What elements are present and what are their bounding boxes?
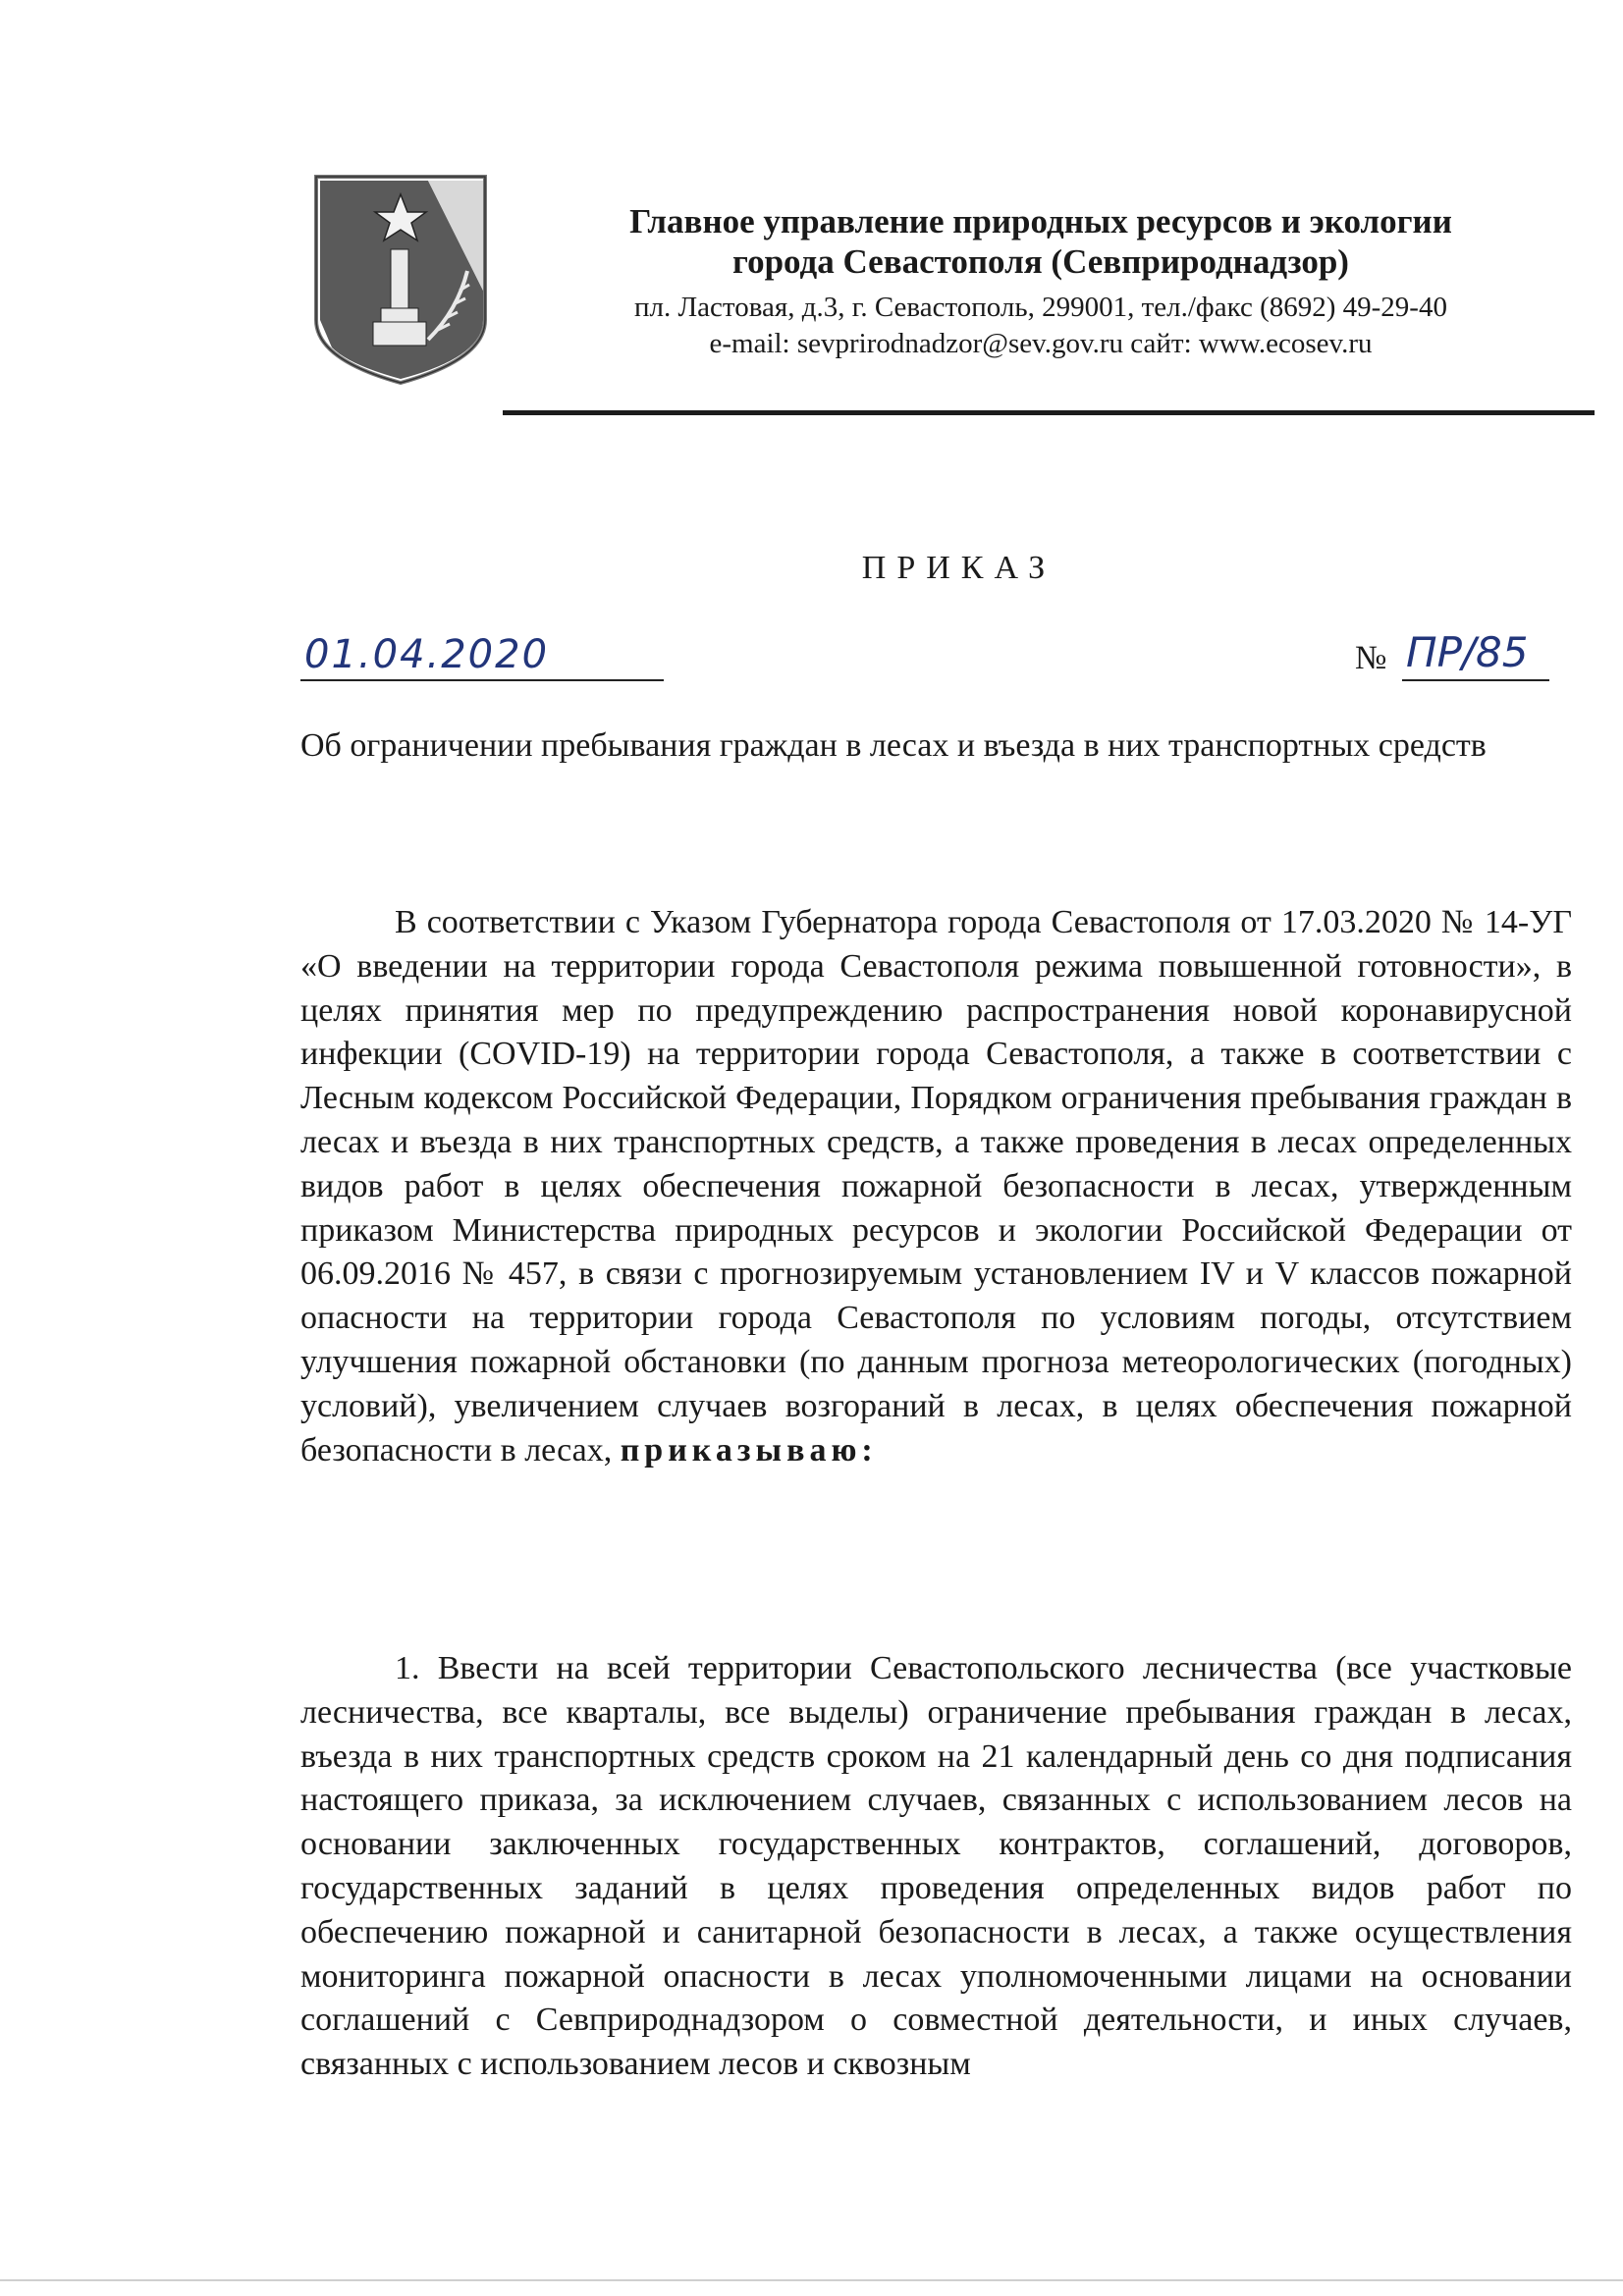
preamble-paragraph — [300, 901, 1572, 1472]
date-handwritten: 01.04.2020 — [304, 632, 550, 677]
order-word: приказываю: — [620, 1431, 878, 1468]
org-address: пл. Ластовая, д.3, г. Севастополь, 299001, тел./факс (8692) 49-29-40 — [634, 292, 1447, 323]
scan-edge-line — [0, 2279, 1623, 2281]
number-underline — [1402, 679, 1549, 681]
org-name-line2: города Севастополя (Севприроднадзор) — [732, 242, 1349, 281]
org-name-line1: Главное управление природных ресурсов и экологии — [629, 202, 1452, 240]
document-subject: Об ограничении пребывания граждан в лесах и въезда в них транспортных средств — [300, 727, 1487, 764]
org-contacts: e-mail: sevprirodnadzor@sev.gov.ru сайт: www.ecosev.ru — [709, 328, 1373, 359]
order-item-1: 1. Ввести на всей территории Севастопольского лесничества (все участковые лесничества, все кварталы, все выделы) ограничение пребывания граждан в лесах, въезда в них транспортных средств сроком на 21 календарный день со дня подписания настоящего приказа, за исключением случаев, связанных с использованием лесов на основании заключенных государственных контрактов, соглашений, договоров, государственных заданий в целях проведения определенных видов работ по обеспечению пожарной и санитарной безопасности в лесах, а также осуществления мониторинга пожарной опасности в лесах уполномоченными лицами на основании соглашений с Севприроднадзором о совместной деятельности, и иных случаев, связанных с использованием лесов и сквозным — [300, 1650, 1572, 2083]
document-date — [300, 632, 664, 685]
preamble-text: В соответствии с Указом Губернатора города Севастополя от 17.03.2020 № 14-УГ «О введении на территории города Севастополя режима повышенной готовности», в целях принятия мер по предупреждению распространения новой коронавирусной инфекции (COVID-19) на территории города Севастополя, а также в соответствии с Лесным кодексом Российской Федерации, Порядком ограничения пребывания граждан в лесах и въезда в них транспортных средств, а также проведения в лесах определенных видов работ в целях обеспечения пожарной безопасности в лесах, утвержденным приказом Министерства природных ресурсов и экологии Российской Федерации от 06.09.2016 № 457, в связи с прогнозируемым установлением IV и V классов пожарной опасности на территории города Севастополя по условиям погоды, отсутствием улучшения пожарной обстановки (по данным прогноза метеорологических (погодных) условий), увеличением случаев возгораний в лесах, в целях обеспечения пожарной безопасности в лесах, — [300, 904, 1572, 1468]
sevastopol-coat-of-arms-icon — [310, 173, 491, 387]
date-underline — [300, 679, 664, 681]
organization-header — [550, 201, 1532, 362]
document-title: ПРИКАЗ — [861, 550, 1056, 586]
document-number — [1355, 628, 1561, 685]
number-sign: № — [1355, 640, 1387, 676]
header-divider — [503, 410, 1595, 415]
number-handwritten: ПР/85 — [1406, 628, 1529, 676]
